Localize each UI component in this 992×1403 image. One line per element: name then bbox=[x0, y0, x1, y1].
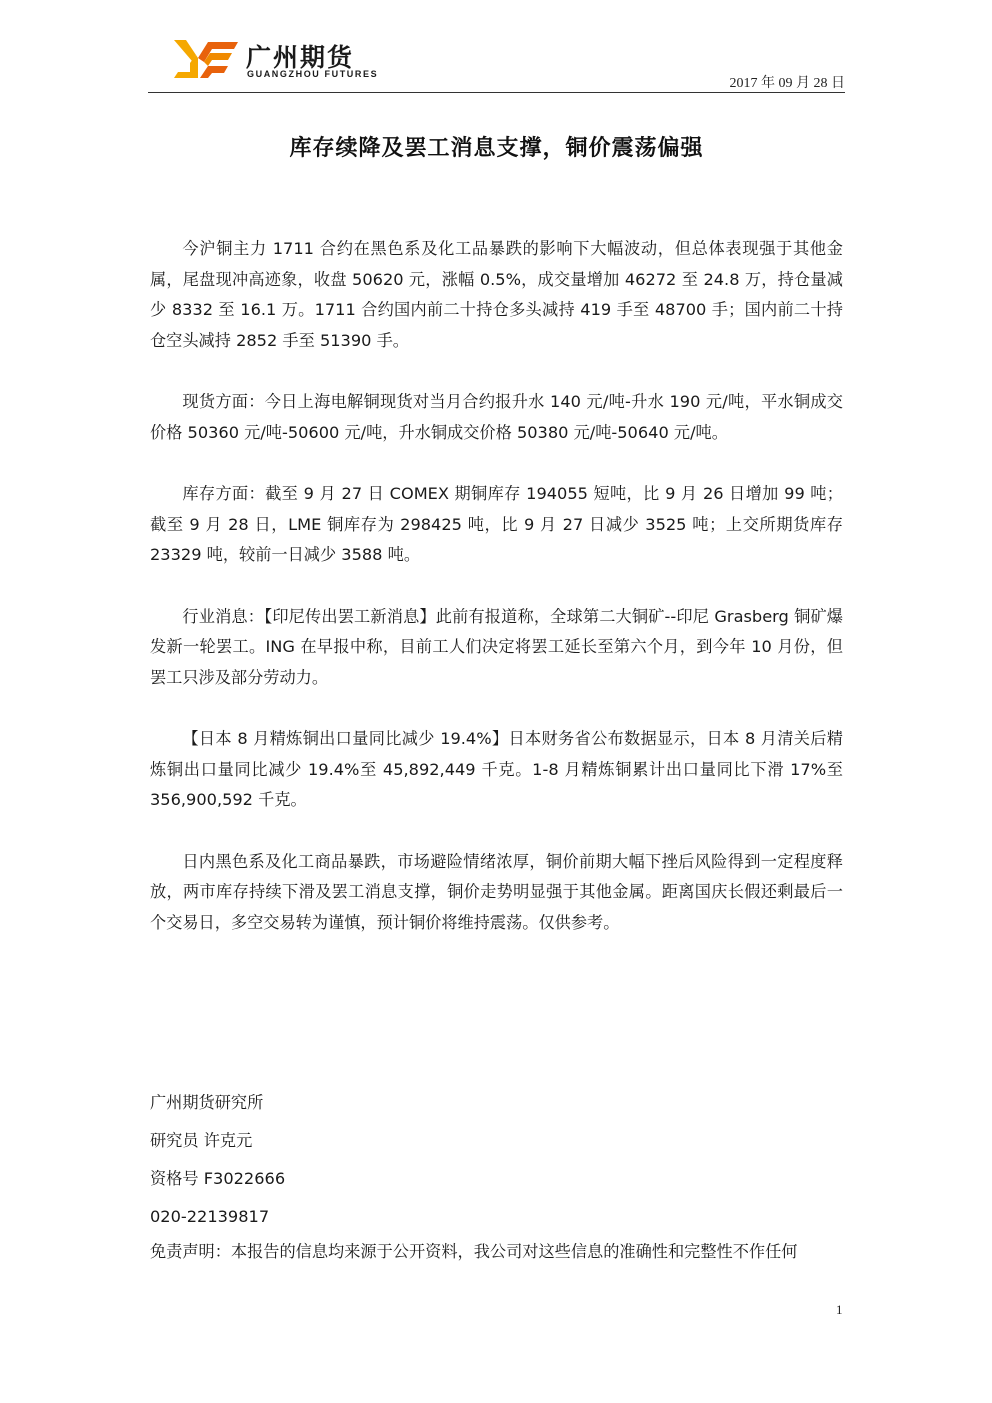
phone-number: 020-22139817 bbox=[150, 1207, 270, 1226]
disclaimer: 免责声明：本报告的信息均来源于公开资料，我公司对这些信息的准确性和完整性不作任何 bbox=[150, 1242, 798, 1261]
researcher-name: 研究员 许克元 bbox=[150, 1131, 253, 1150]
page-number: 1 bbox=[836, 1302, 843, 1317]
license-number: 资格号 F3022666 bbox=[150, 1169, 286, 1188]
report-body bbox=[150, 234, 843, 969]
institute-name: 广州期货研究所 bbox=[150, 1093, 264, 1112]
report-header bbox=[148, 34, 845, 94]
paragraph-market-summary: 今沪铜主力 1711 合约在黑色系及化工品暴跌的影响下大幅波动，但总体表现强于其他金属，尾盘现冲高迹象，收盘 50620 元，涨幅 0.5%，成交量增加 46272 至 24.8 万，持仓量减少 8332 至 16.1 万。1711 合约国内前二十持仓多头减持 419 手至 48700 手；国内前二十持仓空头减持 2852 手至 51390 手。 bbox=[150, 239, 843, 350]
paragraph-inventory: 库存方面：截至 9 月 27 日 COMEX 期铜库存 194055 短吨，比 9 月 26 日增加 99 吨；截至 9 月 28 日，LME 铜库存为 298425 吨，比 9 月 27 日减少 3525 吨；上交所期货库存 23329 吨，较前一日减少 3588 吨。 bbox=[150, 484, 843, 564]
brand-name-chinese: 广州期货 bbox=[246, 43, 355, 72]
paragraph-industry-news: 行业消息：【印尼传出罢工新消息】此前有报道称，全球第二大铜矿--印尼 Grasberg 铜矿爆发新一轮罢工。ING 在早报中称，目前工人们决定将罢工延长至第六个月，到今年 10 月份，但罢工只涉及部分劳动力。 bbox=[150, 606, 843, 687]
paragraph-japan-exports: 【日本 8 月精炼铜出口量同比减少 19.4%】日本财务省公布数据显示，日本 8 月清关后精炼铜出口量同比减少 19.4%至 45,892,449 千克。1-8 月精炼铜累计出口量同比下滑 17%至 356,900,592 千克。 bbox=[150, 729, 843, 809]
report-title: 库存续降及罢工消息支撑，铜价震荡偏强 bbox=[289, 136, 704, 161]
brand-name-english: GUANGZHOU FUTURES bbox=[247, 69, 379, 79]
paragraph-outlook: 日内黑色系及化工商品暴跌，市场避险情绪浓厚，铜价前期大幅下挫后风险得到一定程度释放，两市库存持续下滑及罢工消息支撑，铜价走势明显强于其他金属。距离国庆长假还剩最后一个交易日，多空交易转为谨慎，预计铜价将维持震荡。仅供参考。 bbox=[150, 851, 843, 932]
company-logo bbox=[174, 38, 238, 80]
header-divider bbox=[148, 92, 845, 93]
paragraph-spot: 现货方面：今日上海电解铜现货对当月合约报升水 140 元/吨-升水 190 元/吨，平水铜成交价格 50360 元/吨-50600 元/吨，升水铜成交价格 50380 元/吨-50640 元/吨。 bbox=[150, 392, 843, 442]
report-date: 2017 年 09 月 28 日 bbox=[729, 76, 845, 91]
signature-block bbox=[150, 1084, 850, 1236]
